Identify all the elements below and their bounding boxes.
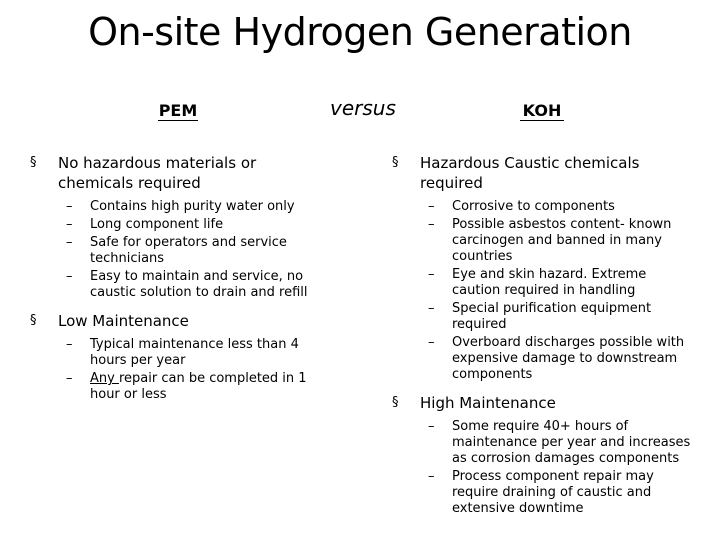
sub-item: – Process component repair may require draining of caustic and extensive downtime — [428, 469, 654, 516]
dash-icon: – — [428, 335, 435, 350]
pem-hazard-subs — [30, 199, 320, 301]
bullet-text: Low Maintenance — [58, 312, 189, 330]
koh-column — [392, 153, 694, 527]
koh-header-underline — [520, 120, 564, 121]
sub-item: – Long component life — [66, 217, 224, 232]
dash-icon: – — [66, 337, 73, 352]
dash-icon: – — [428, 469, 435, 484]
bullet-text: Hazardous Caustic chemicals required — [420, 154, 640, 192]
square-bullet-icon: § — [392, 395, 399, 410]
square-bullet-icon: § — [30, 313, 37, 328]
pem-bullet-maintenance — [30, 311, 320, 331]
slide-title: On-site Hydrogen Generation — [88, 10, 632, 54]
dash-icon: – — [66, 199, 73, 214]
pem-maintenance-subs — [30, 337, 320, 403]
koh-bullet-maintenance — [392, 393, 694, 413]
sub-item: – Easy to maintain and service, no caustic solution to drain and refill — [66, 269, 308, 300]
dash-icon: – — [428, 217, 435, 232]
pem-header-underline — [158, 120, 198, 121]
dash-icon: – — [428, 199, 435, 214]
underlined-word: Any — [90, 371, 119, 386]
pem-bullet-hazard — [30, 153, 320, 193]
sub-item: – Typical maintenance less than 4 hours per year — [66, 337, 299, 368]
sub-item: – Safe for operators and service technicians — [66, 235, 287, 266]
sub-item: – Any repair can be completed in 1 hour or less — [66, 371, 307, 402]
pem-column — [30, 153, 320, 413]
sub-item: – Overboard discharges possible with expensive damage to downstream components — [428, 335, 685, 382]
dash-icon: – — [66, 371, 73, 386]
dash-icon: – — [428, 267, 435, 282]
sub-item: – Some require 40+ hours of maintenance per year and increases as corrosion damages components — [428, 419, 691, 466]
square-bullet-icon: § — [30, 155, 37, 170]
bullet-text: No hazardous materials or chemicals required — [58, 154, 257, 192]
sub-item: – Special purification equipment required — [428, 301, 652, 332]
koh-maintenance-subs — [392, 419, 694, 517]
koh-bullet-hazard — [392, 153, 694, 193]
dash-icon: – — [428, 419, 435, 434]
sub-item: – Possible asbestos content- known carcinogen and banned in many countries — [428, 217, 672, 264]
sub-item: – Eye and skin hazard. Extreme caution required in handling — [428, 267, 647, 298]
koh-hazard-subs — [392, 199, 694, 383]
dash-icon: – — [66, 269, 73, 284]
pem-header: PEM — [158, 101, 198, 120]
dash-icon: – — [428, 301, 435, 316]
versus-label: versus — [330, 96, 396, 120]
koh-header: KOH — [522, 101, 562, 120]
sub-item: – Contains high purity water only — [66, 199, 295, 214]
bullet-text: High Maintenance — [420, 394, 556, 412]
square-bullet-icon: § — [392, 155, 399, 170]
sub-item: – Corrosive to components — [428, 199, 615, 214]
dash-icon: – — [66, 235, 73, 250]
dash-icon: – — [66, 217, 73, 232]
